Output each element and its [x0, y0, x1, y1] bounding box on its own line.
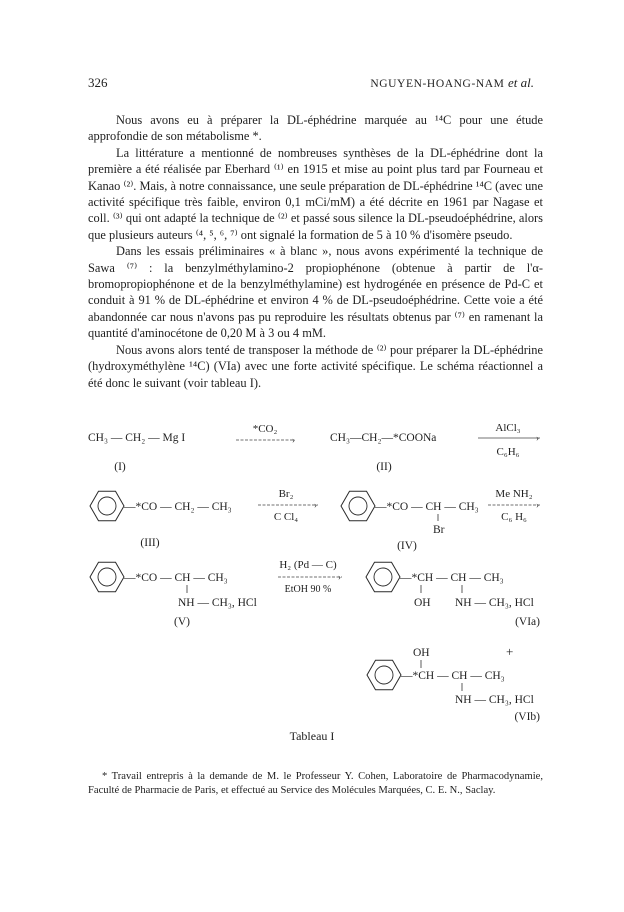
compound-4: —*CO — CH — CH₃: [375, 501, 479, 513]
paragraph-4: Nous avons alors tenté de transposer la méthode de ⁽²⁾ pour préparer la DL-éphédrine (hydroxyméthylène ¹⁴C) (VIa) avec une forte activité spécifique. Le schéma réactionnel a été donc le suivant (voir tableau I).: [88, 342, 543, 390]
benzene-ring-icon: [90, 491, 124, 520]
benzene-ring-icon: [341, 491, 375, 520]
benzene-ring-icon: [366, 562, 400, 591]
compound-1: CH₃ — CH₂ — Mg I: [88, 432, 186, 444]
paragraph-1: Nous avons eu à préparer la DL-éphédrine marquée au ¹⁴C pour une étude approfondie de son métabolisme *.: [88, 113, 543, 144]
plus-sign: +: [506, 644, 514, 659]
compound-5-amine: NH — CH₃, HCl: [178, 597, 257, 609]
arrow-1-head: ›: [292, 435, 295, 445]
running-head-authors: NGUYEN-HOANG-NAM: [370, 78, 505, 90]
paragraph-3: Dans les essais préliminaires « à blanc », nous avons expérimenté la technique de Sawa ⁽⁷⁾ : la benzylméthylamino-2 propiophénone (obtenue à partir de l'α-bromopropiophénone et de la benzylméthylamine) est hydrogénée en présence de Pd-C et conduit à 91 % de DL-éphédrine et environ 4 % de DL-pseudoéphédrine. Cette voie a été abandonnée car nous n'avons pas pu reproduire les résultats obtenus par ⁽⁷⁾ en ramenant la quantité d'aminocétone de 0,20 M à 3 ou 4 mM.: [88, 244, 543, 341]
reagent-menh2: Me NH₂: [495, 488, 533, 500]
arrow-2-head: ›: [536, 433, 539, 443]
reagent-h2-pdc: H₂ (Pd — C): [279, 559, 337, 571]
compound-6b-hydroxyl: OH: [413, 647, 430, 659]
benzene-ring-icon: [90, 562, 124, 591]
compound-6a-hydroxyl: OH: [414, 597, 431, 609]
reagent-c6h6-2: C₆ H₆: [501, 511, 527, 523]
arrow-5-head: ›: [338, 572, 341, 582]
compound-3-label: (III): [140, 537, 160, 549]
compound-6b-label: (VIb): [514, 711, 540, 723]
footnote: * Travail entrepris à la demande de M. le Professeur Y. Cohen, Laboratoire de Pharmacodynamie, Faculté de Pharmacie de Paris, et effectué au Service des Molécules Marquées, C. E. N., Saclay.: [88, 771, 543, 796]
compound-6a-label: (VIa): [515, 616, 540, 628]
compound-5-label: (V): [174, 616, 190, 628]
arrow-4-head: ›: [536, 500, 539, 510]
compound-6b-amine: NH — CH₃, HCl: [455, 694, 534, 706]
reagent-co2: *CO₂: [252, 423, 278, 435]
compound-2-label: (II): [376, 461, 392, 473]
compound-4-bromine: Br: [433, 524, 445, 536]
page-number: 326: [88, 75, 108, 90]
compound-6a-amine: NH — CH₃, HCl: [455, 597, 534, 609]
reagent-etoh: EtOH 90 %: [284, 584, 332, 595]
paragraph-2: La littérature a mentionné de nombreuses synthèses de la DL-éphédrine dont la première a été réalisée par Eberhard ⁽¹⁾ en 1915 et mise au point plus tard par Fourneau et Kanao ⁽²⁾. Mais, à notre connaissance, une seule préparation de DL-éphédrine ¹⁴C (avec une activité spécifique très faible, environ 0,1 mCi/mM) a été décrite en 1961 par Nagase et coll. ⁽³⁾ qui ont adapté la technique de ⁽²⁾ et passé sous silence la DL-pseudoéphédrine, alors que plusieurs auteurs ⁽⁴, ⁵, ⁶, ⁷⁾ ont signalé la formation de 5 à 10 % d'isomère pseudo.: [88, 145, 543, 242]
reagent-ccl4: C Cl₄: [273, 511, 299, 523]
compound-4-label: (IV): [397, 540, 417, 552]
compound-3: —*CO — CH₂ — CH₃: [124, 501, 232, 513]
table-caption: Tableau I: [289, 729, 335, 743]
reagent-alcl3: AlCl₃: [495, 422, 521, 434]
reagent-br2: Br₂: [278, 488, 294, 500]
reagent-c6h6: C₆H₆: [496, 446, 520, 458]
compound-6a: —*CH — CH — CH₃: [400, 572, 504, 584]
compound-5: —*CO — CH — CH₃: [124, 572, 228, 584]
benzene-ring-icon: [367, 660, 401, 689]
compound-2: CH₃—CH₂—*COONa: [330, 432, 437, 444]
compound-6b: —*CH — CH — CH₃: [401, 670, 505, 682]
arrow-3-head: ›: [314, 500, 317, 510]
compound-1-label: (I): [114, 461, 126, 473]
running-head-etal: et al.: [508, 75, 534, 90]
